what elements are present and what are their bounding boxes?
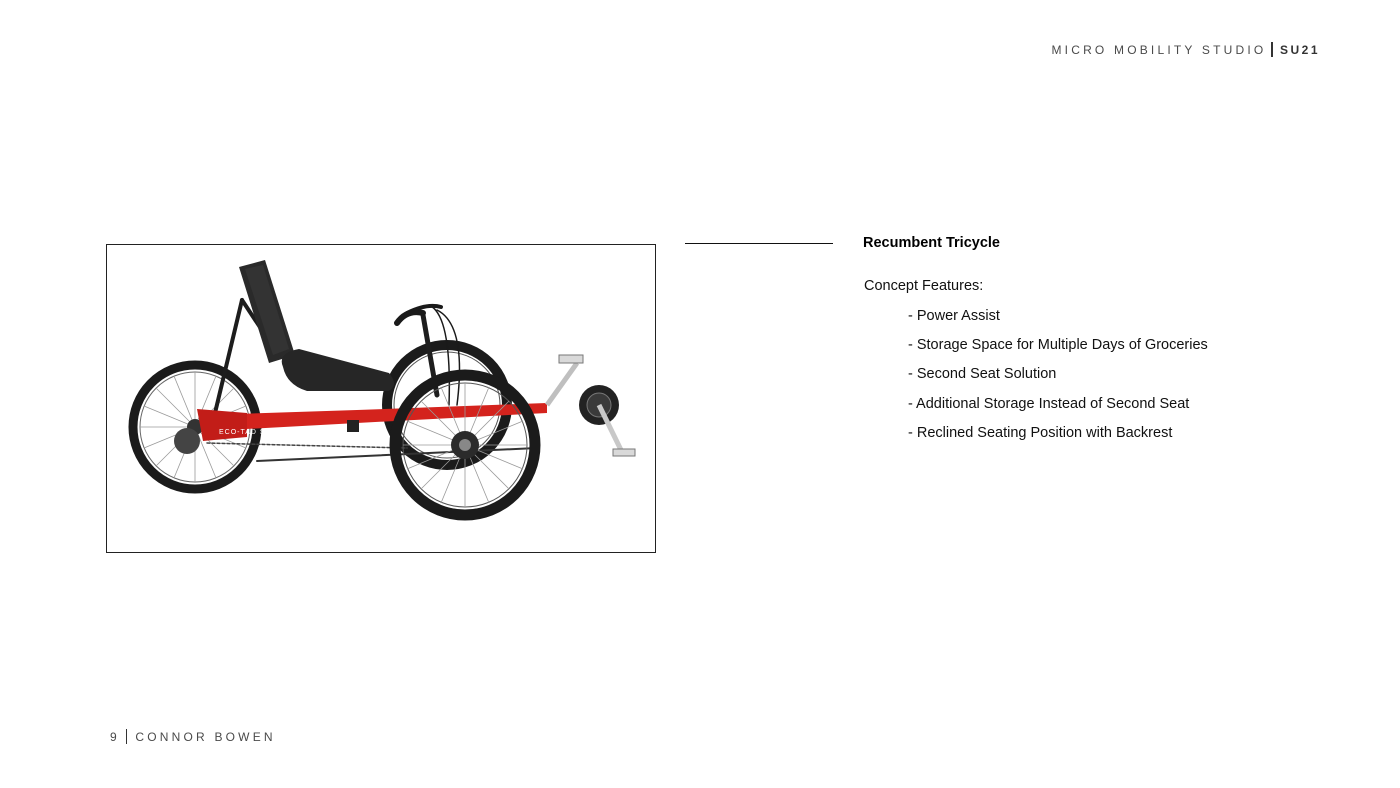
recumbent-tricycle-illustration [107,245,655,552]
author-name: CONNOR BOWEN [135,729,276,744]
studio-name: MICRO MOBILITY STUDIO [1051,42,1267,57]
seat [239,260,394,391]
page-number: 9 [110,729,120,744]
product-title: Recumbent Tricycle [863,235,1000,251]
concept-features-heading: Concept Features: [864,278,984,294]
feature-item: - Second Seat Solution [908,366,1057,383]
crankset [547,355,635,456]
header-divider [1271,42,1273,57]
product-photo [106,244,656,553]
feature-item: - Reclined Seating Position with Backrest [908,424,1173,441]
page-footer [110,729,276,744]
near-front-wheel [395,375,535,515]
footer-divider [126,729,128,744]
term-label: SU21 [1279,42,1320,57]
feature-list [908,307,1208,453]
feature-item: - Storage Space for Multiple Days of Groceries [908,337,1208,354]
feature-item: - Power Assist [908,308,1000,324]
page-header [1051,42,1320,57]
feature-item: - Additional Storage Instead of Second Seat [908,395,1190,412]
title-rule [685,243,833,244]
frame-decal: ECO-TAD SX [219,429,272,436]
